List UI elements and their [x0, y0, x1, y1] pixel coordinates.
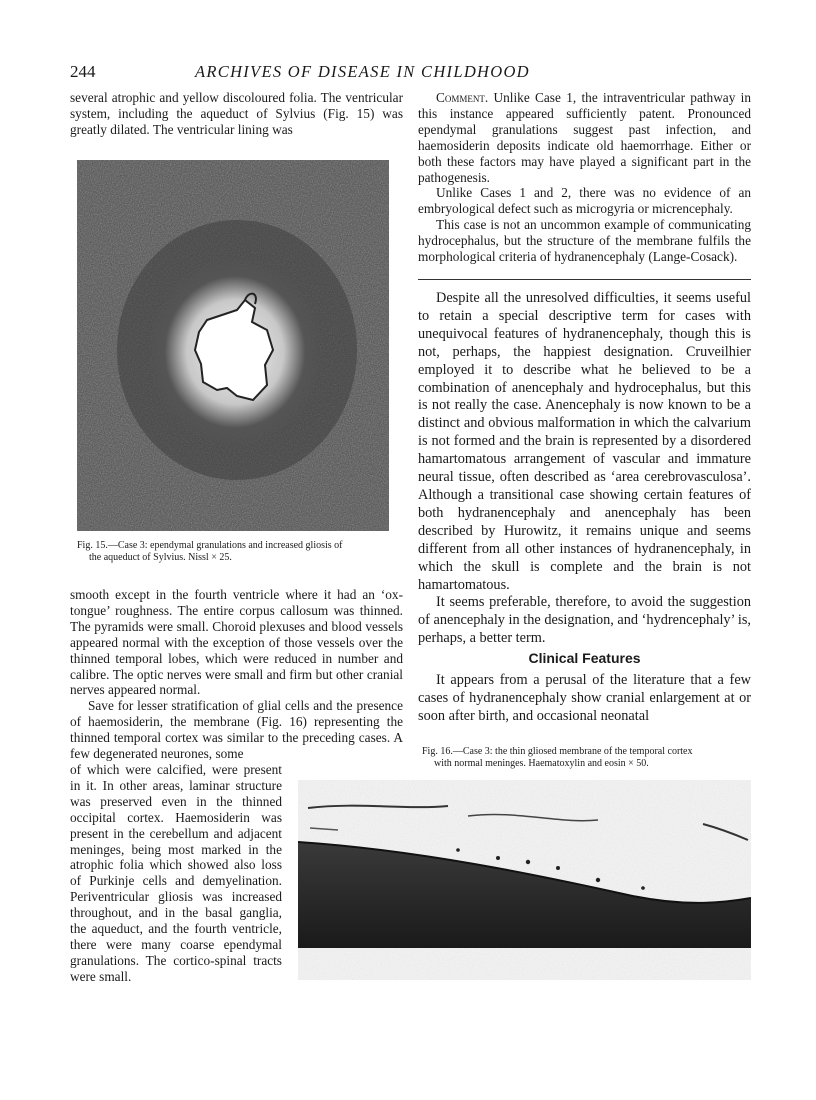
paragraph-despite: Despite all the unresolved difficulties, it seems useful to retain a special descriptive term for cases with unequivocal features of hydranencephaly, though this is not, perhaps, the happiest designation. Cruveilhier employed it to describe what he believed to be a combination of anencephaly and hydrocephalus, but this is not really the case. Anencephaly is now known to be a distinct and obvious malformation in which the calvarium is not formed and the brain is represented by a disordered hamartomatous arrangement of vascular and immature neural tissue, often described as ‘area cerebrovasculosa’. Although a transitional case showing certain features of both hydranencephaly and anencephaly has been described by Hurowitz, it remains unique and seems different from all other instances of hydranencephaly, in which the skull is complete and the brain is not hamartomatous.	[418, 290, 751, 593]
paragraph-preferable: It seems preferable, therefore, to avoid the suggestion of anencephaly in the designation, and ‘hydrencephaly’ is, perhaps, a better term.	[418, 594, 751, 647]
right-column-comment	[418, 90, 751, 265]
figure-16-micrograph	[298, 780, 751, 980]
paragraph-continuation: several atrophic and yellow discoloured folia. The ventricular system, including the aqueduct of Sylvius (Fig. 15) was greatly dilated. The ventricular lining was	[70, 90, 403, 137]
page-number: 244	[70, 62, 96, 81]
figure-15-micrograph	[77, 160, 389, 531]
paragraph-clinical: It appears from a perusal of the literature that a few cases of hydranencephaly show cranial enlargement at or soon after birth, and occasional neonatal	[418, 672, 751, 724]
left-column-top-text	[70, 90, 403, 138]
paragraph-comment	[418, 90, 751, 185]
section-heading-clinical-features: Clinical Features	[528, 650, 641, 666]
section-divider	[418, 279, 751, 280]
figure-16-caption-line2: with normal meninges. Haematoxylin and eosin × 50.	[434, 758, 649, 769]
right-column-clinical-text	[418, 672, 751, 726]
left-column-middle-text	[70, 587, 403, 762]
paragraph-ventricle-lining: smooth except in the fourth ventricle where it had an ‘ox-tongue’ roughness. The entire corpus callosum was thinned. The pyramids were small. Choroid plexuses and blood vessels appeared normal with the exception of those vessels over the thinned temporal lobes, which were reduced in number and calibre. The optic nerves were small and firm but other cranial nerves appeared normal.	[70, 587, 403, 698]
paragraph-stratification: Save for lesser stratification of glial cells and the presence of haemosiderin, the membrane (Fig. 16) representing the thinned temporal cortex was similar to the preceding cases. A few degenerated neurones, some	[70, 698, 403, 762]
paragraph-neurones: of which were calcified, were present in it. In other areas, laminar structure was preserved even in the thinned occipital cortex. Haemosiderin was present in the cerebellum and adjacent meninges, being most marked in the atrophic folia which showed also loss of Purkinje cells and demyelination. Periventricular gliosis was increased throughout, and in the basal ganglia, the aqueduct, and the fourth ventricle, there were many coarse ependymal granulations. The cortico-spinal tracts were small.	[70, 762, 282, 984]
running-header	[70, 62, 750, 84]
paragraph-no-defect: Unlike Cases 1 and 2, there was no evidence of an embryological defect such as microgyria or micrencephaly.	[418, 185, 751, 217]
comment-label: Comment.	[436, 90, 489, 105]
figure-15-caption-line1: Fig. 15.—Case 3: ependymal granulations and increased gliosis of	[77, 540, 343, 551]
paragraph-communicating: This case is not an uncommon example of communicating hydrocephalus, but the structure of the membrane fulfils the morphological criteria of hydranencephaly (Lange-Cosack).	[418, 217, 751, 265]
figure-16-caption	[422, 746, 749, 770]
figure-16-caption-line1: Fig. 16.—Case 3: the thin gliosed membrane of the temporal cortex	[422, 746, 693, 757]
journal-title: ARCHIVES OF DISEASE IN CHILDHOOD	[195, 62, 530, 81]
figure-15-caption	[77, 540, 404, 564]
right-column-discussion	[418, 290, 751, 648]
left-column-narrow-text	[70, 762, 282, 985]
comment-text: Unlike Case 1, the intraventricular pathway in this instance appeared sufficiently patent. Pronounced ependymal granulations suggest past infection, and haemosiderin deposits indicate old haemorrhage. Either or both these factors may have played a significant part in the pathogenesis.	[418, 90, 752, 185]
figure-15-caption-line2: the aqueduct of Sylvius. Nissl × 25.	[89, 552, 232, 563]
